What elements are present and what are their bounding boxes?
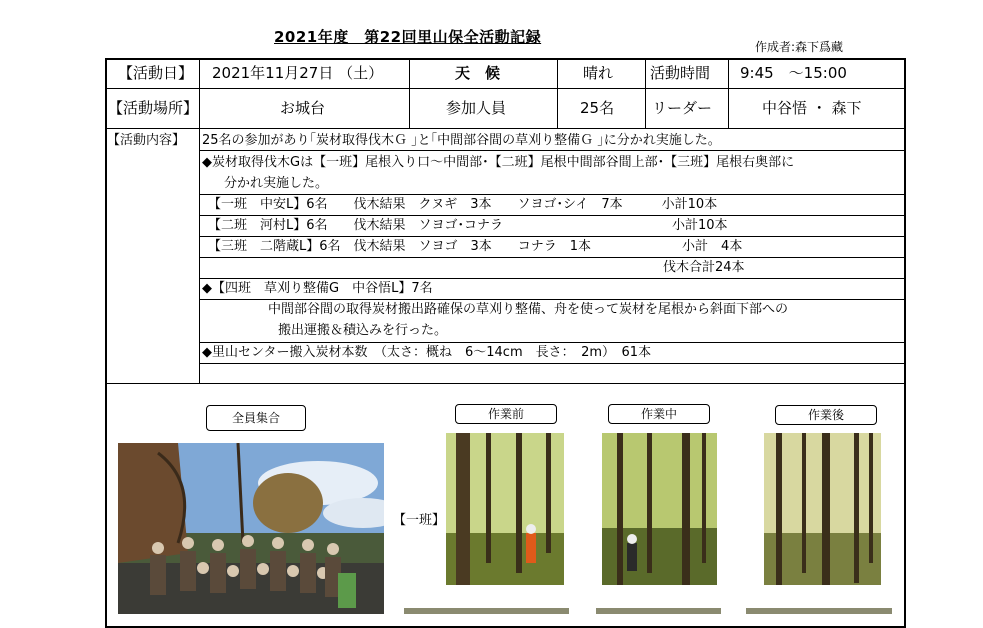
content-line: 25名の参加があり｢炭材取得伐木Ｇ ｣と｢中間部谷間の草刈り整備Ｇ ｣に分かれ実施した。 <box>202 133 721 148</box>
row-divider <box>199 236 906 237</box>
date-value: 2021年11月27日 （土） <box>212 64 384 82</box>
content-line: 中間部谷間の取得炭材搬出路確保の草刈り整備、舟を使って炭材を尾根から斜面下部への <box>268 302 789 317</box>
row-divider <box>199 215 906 216</box>
photo-partial <box>746 608 892 614</box>
leader-label: リーダー <box>652 99 713 117</box>
row-divider <box>199 257 906 258</box>
after-photo <box>764 433 881 585</box>
group-photo-label: 全員集合 <box>206 405 306 431</box>
before-photo-label: 作業前 <box>455 404 557 424</box>
row-divider <box>199 342 906 343</box>
during-photo-label: 作業中 <box>608 404 710 424</box>
place-label: 【活動場所】 <box>108 99 199 117</box>
after-photo-label: 作業後 <box>775 405 877 425</box>
col-divider <box>645 58 646 128</box>
time-label: 活動時間 <box>650 64 711 82</box>
leader-value: 中谷悟 ・ 森下 <box>762 99 862 117</box>
content-line: ◆炭材取得伐木Gは【一班】尾根入り口～中間部･【二班】尾根中間部谷間上部･【三班】尾根右奥部に <box>202 155 795 170</box>
time-value: 9:45 ～15:00 <box>740 64 847 82</box>
content-line: 伐木合計24本 <box>663 260 745 275</box>
photo-partial <box>596 608 721 614</box>
row-divider <box>105 128 906 129</box>
row-divider <box>199 150 906 151</box>
participants-value: 25名 <box>580 99 615 117</box>
col-divider <box>728 58 729 128</box>
col-divider <box>409 58 410 128</box>
content-line: ◆里山センター搬入炭材本数 （太さ：概ね 6～14cm 長さ： 2m） 61本 <box>202 345 652 360</box>
row-divider <box>105 88 906 89</box>
during-photo <box>602 433 717 585</box>
row-divider <box>199 363 906 364</box>
date-label: 【活動日】 <box>118 64 194 82</box>
row-divider <box>199 299 906 300</box>
team-label: 【一班】 <box>393 513 446 528</box>
page-title: 2021年度 第22回里山保全活動記録 <box>274 28 542 46</box>
photo-partial <box>404 608 569 614</box>
row-divider <box>199 278 906 279</box>
content-line: 分かれ実施した。 <box>224 176 329 191</box>
row-divider <box>199 194 906 195</box>
content-label: 【活動内容】 <box>107 133 186 148</box>
before-photo <box>446 433 564 585</box>
content-line: 【二班 河村L】6名 伐木結果 ソヨゴ･コナラ 小計10本 <box>208 218 728 233</box>
content-line: 【三班 二階蔵L】6名 伐木結果 ソヨゴ 3本 コナラ 1本 小計 4本 <box>208 239 743 254</box>
content-line: 【一班 中安L】6名 伐木結果 クヌギ 3本 ソヨゴ･シイ 7本 小計10本 <box>208 197 718 212</box>
author: 作成者:森下爲藏 <box>755 40 844 54</box>
place-value: お城台 <box>280 99 326 117</box>
content-line: ◆【四班 草刈り整備G 中谷悟L】7名 <box>202 281 433 296</box>
group-photo <box>118 443 384 614</box>
weather-label: 天 候 <box>455 64 501 82</box>
col-divider <box>199 58 200 383</box>
participants-label: 参加人員 <box>446 99 507 117</box>
row-divider <box>105 383 906 384</box>
content-line: 搬出運搬＆積込みを行った。 <box>278 323 448 338</box>
weather-value: 晴れ <box>583 64 614 82</box>
col-divider <box>557 58 558 128</box>
